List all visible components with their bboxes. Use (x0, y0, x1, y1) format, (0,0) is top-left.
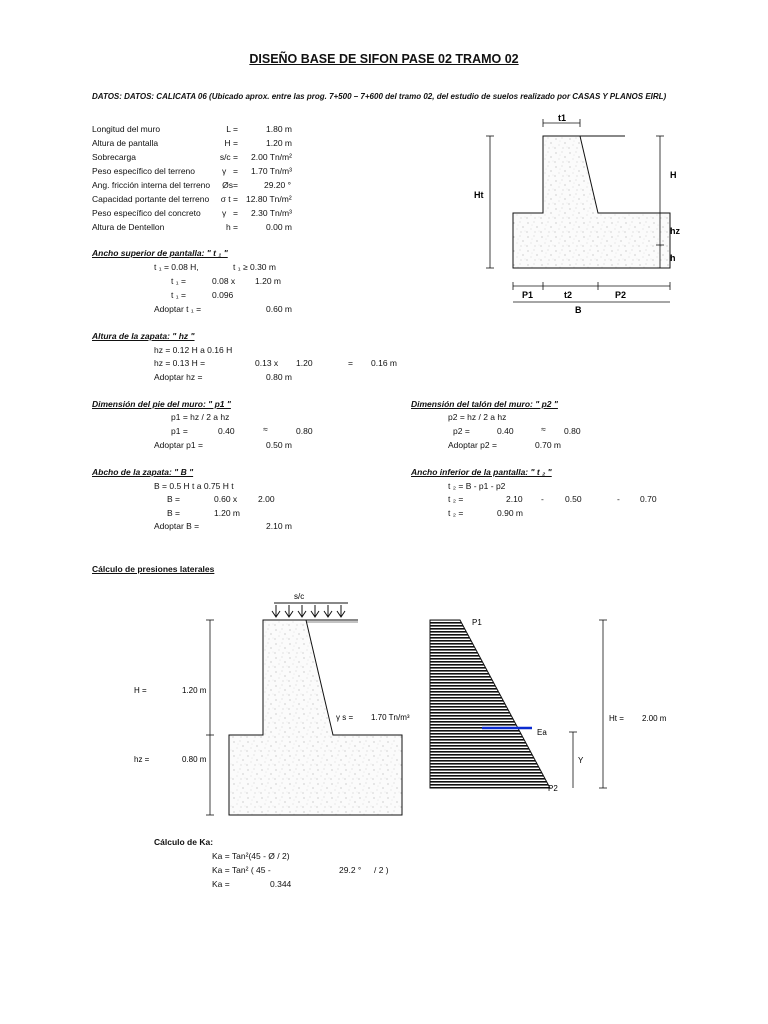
hz-heading: Altura de la zapata: " hz " (92, 331, 195, 341)
param-symbol: = (233, 166, 238, 176)
p2-formula: p2 = hz / 2 a hz (448, 412, 507, 422)
t2-label: t ₂ = (448, 508, 464, 518)
b-label: B = (167, 508, 180, 518)
soil-gamma-label: γ s = (336, 713, 354, 722)
p1-max: 0.80 (296, 426, 313, 436)
param-symbol: = (233, 208, 238, 218)
presiones-heading: Cálculo de presiones laterales (92, 564, 215, 574)
pressure-diagram (420, 610, 680, 800)
soil-gamma-value: 1.70 Tn/m³ (371, 713, 410, 722)
p1-heading: Dimensión del pie del muro: " p1 " (92, 399, 231, 409)
param-value: 2.00 Tn/m² (251, 152, 292, 162)
param-label: Longitud del muro (92, 124, 161, 134)
p1-min: 0.40 (218, 426, 235, 436)
p1-pressure-label: P1 (472, 618, 482, 627)
hz-adopt-value: 0.80 m (266, 372, 292, 382)
ht-value: 2.00 m (642, 714, 667, 723)
param-symbol: h = (225, 222, 238, 232)
ka-formula: Ka = Tan²(45 - Ø / 2) (212, 851, 290, 861)
param-value: 1.70 Tn/m³ (251, 166, 292, 176)
t2-heading: Ancho inferior de la pantalla: " t ₂ " (411, 467, 552, 477)
param-symbol: Øs= (222, 180, 238, 190)
t1-factor: 0.08 x (212, 276, 236, 286)
b-adopt-label: Adoptar B = (154, 521, 200, 531)
b-height: 2.00 (258, 494, 275, 504)
param-label: Altura de Dentellon (92, 222, 165, 232)
ka-angle: 29.2 ° (339, 865, 362, 875)
dim-ht-label: Ht (474, 190, 484, 200)
hz-height: 1.20 (296, 358, 313, 368)
param-symbol: H = (224, 138, 238, 148)
t2-label: t ₂ = (448, 494, 464, 504)
param-label: Sobrecarga (92, 152, 136, 162)
ka-substitution: Ka = Tan² ( 45 - (212, 865, 271, 875)
p2-min: 0.40 (497, 426, 514, 436)
hz-adopt-label: Adoptar hz = (154, 372, 203, 382)
p2-heading: Dimensión del talón del muro: " p2 " (411, 399, 558, 409)
p1-adopt-label: Adoptar p1 = (154, 440, 203, 450)
hz-factor: 0.13 x (255, 358, 279, 368)
p2-approx: ≈ (541, 424, 546, 434)
p1-approx: ≈ (263, 424, 268, 434)
p2-label: p2 = (453, 426, 470, 436)
wall-section-diagram (470, 108, 700, 318)
t2-p2: 0.70 (640, 494, 657, 504)
p1-label: p1 = (171, 426, 188, 436)
t2-p1: 0.50 (565, 494, 582, 504)
surcharge-label: s/c (294, 592, 305, 601)
b-heading: Abcho de la zapata: " B " (92, 467, 194, 477)
wall-load-diagram (120, 585, 420, 830)
surcharge-arrows (272, 603, 348, 617)
b-formula: B = 0.5 H t a 0.75 H t (154, 481, 234, 491)
param-label: Peso específico del terreno (92, 166, 196, 176)
param-label: Capacidad portante del terreno (92, 194, 210, 204)
param-value: 29.20 ° (264, 180, 292, 190)
b-factor: 0.60 x (214, 494, 238, 504)
hz-formula: hz = 0.12 H a 0.16 H (154, 345, 233, 355)
datos-line: DATOS: DATOS: CALICATA 06 (Ubicado aprox. entre las prog. 7+500 – 7+600 del tramo 02, del estudio de suelos realizado por CASAS Y PLANOS EIRL) (92, 92, 667, 101)
dim-h-small-label: h (670, 253, 676, 263)
p2-adopt-label: Adoptar p2 = (448, 440, 497, 450)
ht-label: Ht = (609, 714, 624, 723)
page-title: DISEÑO BASE DE SIFON PASE 02 TRAMO 02 (249, 52, 519, 66)
dim-hz-label: hz (670, 226, 680, 236)
param-symbol: L = (226, 124, 238, 134)
t2-formula: t ₂ = B - p1 - p2 (448, 481, 506, 491)
t1-adopt-value: 0.60 m (266, 304, 292, 314)
param-value: 1.80 m (266, 124, 292, 134)
t2-result: 0.90 m (497, 508, 523, 518)
param-label: Peso específico del concreto (92, 208, 201, 218)
param-value: 2.30 Tn/m³ (251, 208, 292, 218)
ka-divisor: / 2 ) (374, 865, 389, 875)
param-symbol: σ t = (220, 194, 238, 204)
t1-adopt-label: Adoptar t ₁ = (154, 304, 202, 314)
param-symbol: s/c = (219, 152, 238, 162)
p2-max: 0.80 (564, 426, 581, 436)
param-label: Altura de pantalla (92, 138, 159, 148)
pressure-trapezoid (430, 620, 550, 788)
param-label: Ang. fricción interna del terreno (92, 180, 211, 190)
t1-result: 0.096 (212, 290, 234, 300)
gamma-symbol: γ (222, 166, 227, 176)
t2-minus: - (541, 494, 544, 504)
dim-t2-label: t2 (564, 290, 573, 300)
p1-adopt-value: 0.50 m (266, 440, 292, 450)
dim-b-label: B (575, 305, 582, 315)
y-label: Y (578, 756, 584, 765)
t1-height: 1.20 m (255, 276, 281, 286)
hz-equals: = (348, 358, 353, 368)
p2-adopt-value: 0.70 m (535, 440, 561, 450)
hz-label: hz = (134, 755, 150, 764)
dim-p1-label: P1 (522, 290, 534, 300)
ka-result-label: Ka = (212, 879, 230, 889)
dim-h-label: H (670, 170, 677, 180)
t1-heading: Ancho superior de pantalla: " t ₁ " (92, 248, 228, 258)
param-value: 1.20 m (266, 138, 292, 148)
gamma-symbol: γ (222, 208, 227, 218)
h-value: 1.20 m (182, 686, 207, 695)
p1-formula: p1 = hz / 2 a hz (171, 412, 230, 422)
ka-result-value: 0.344 (270, 879, 292, 889)
b-adopt-value: 2.10 m (266, 521, 292, 531)
hz-calc-label: hz = 0.13 H = (154, 358, 206, 368)
b-label: B = (167, 494, 180, 504)
p2-pressure-label: P2 (548, 784, 558, 793)
t1-label: t ₁ = (171, 276, 186, 286)
t2-minus: - (617, 494, 620, 504)
t1-formula: t ₁ = 0.08 H, (154, 262, 199, 272)
b-result: 1.20 m (214, 508, 240, 518)
dim-t1-label: t1 (558, 113, 567, 123)
ea-label: Ea (537, 728, 547, 737)
t2-b: 2.10 (506, 494, 523, 504)
ka-heading: Cálculo de Ka: (154, 837, 214, 847)
t1-condition: t ₁ ≥ 0.30 m (233, 262, 276, 272)
hz-result: 0.16 m (371, 358, 397, 368)
param-value: 0.00 m (266, 222, 292, 232)
wall-section-shape (513, 136, 670, 268)
t1-label: t ₁ = (171, 290, 186, 300)
hz-value: 0.80 m (182, 755, 207, 764)
dim-p2-label: P2 (615, 290, 627, 300)
param-value: 12.80 Tn/m² (246, 194, 292, 204)
h-label: H = (134, 686, 147, 695)
